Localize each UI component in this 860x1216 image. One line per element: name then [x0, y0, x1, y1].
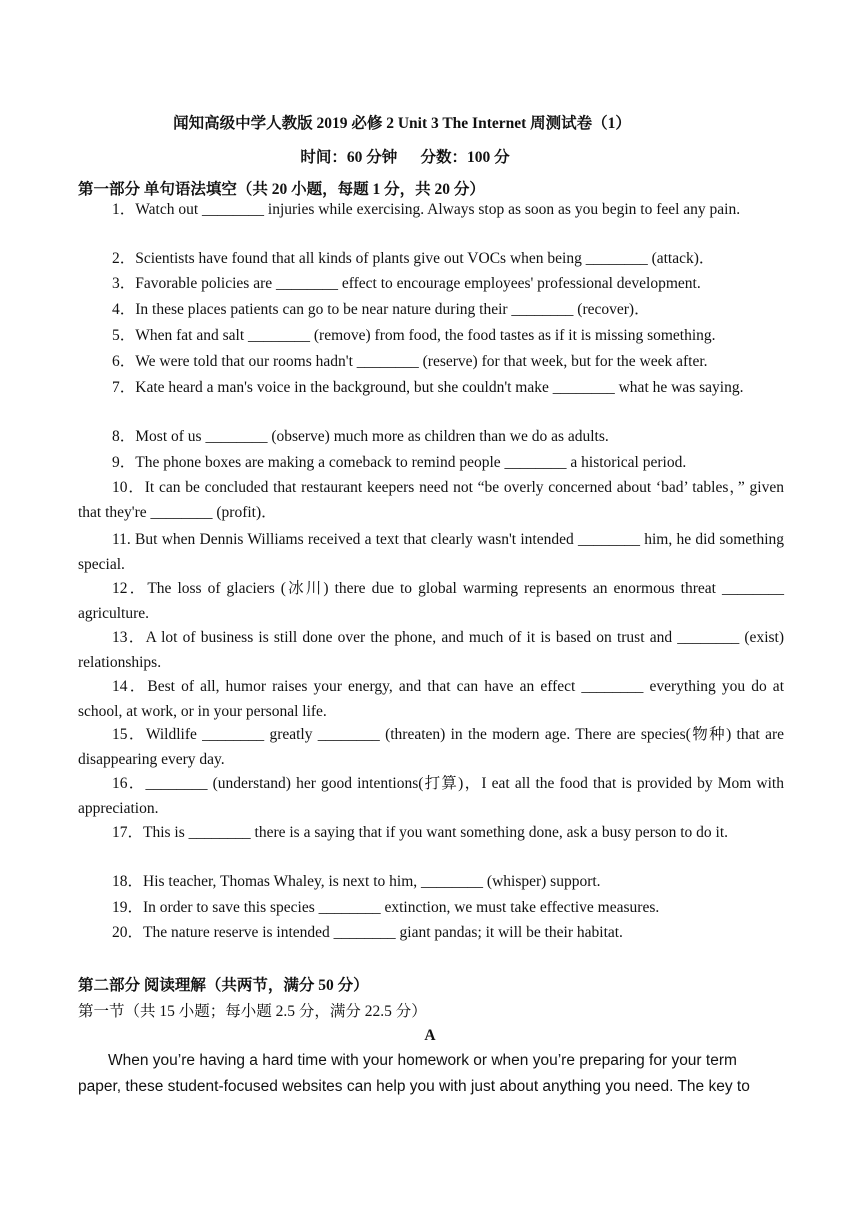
question-4: 4．In these places patients can go to be near nature during their ________ (recover)．: [112, 301, 650, 318]
passage-paragraph: When you’re having a hard time with your homework or when you’re preparing for your term paper, these student-focused websites can help you with just about anything you need. The key to: [78, 1052, 750, 1095]
question-12: 12．The loss of glaciers (冰川) there due to global warming represents an enormous threat ________ agriculture.: [78, 580, 784, 622]
question-7: 7．Kate heard a man's voice in the background, but she couldn't make ________ what he was saying.: [112, 379, 744, 396]
part2-section1-heading: 第一节（共 15 小题；每小题 2.5 分，满分 22.5 分）: [78, 1003, 427, 1020]
page-subtitle: 时间：60 分钟 分数：100 分: [300, 149, 510, 166]
question-2: 2．Scientists have found that all kinds of plants give out VOCs when being ________ (attack)．: [112, 250, 715, 267]
question-5: 5．When fat and salt ________ (remove) from food, the food tastes as if it is missing something.: [112, 327, 716, 344]
question-18: 18．His teacher, Thomas Whaley, is next to him, ________ (whisper) support.: [112, 873, 601, 890]
question-6: 6．We were told that our rooms hadn't ________ (reserve) for that week, but for the week after.: [112, 353, 708, 370]
question-15: 15．Wildlife ________ greatly ________ (threaten) in the modern age. There are species(物种) that are disappearing every day.: [78, 726, 784, 768]
question-1: 1．Watch out ________ injuries while exercising. Always stop as soon as you begin to feel any pain.: [112, 201, 741, 218]
question-11: 11. But when Dennis Williams received a text that clearly wasn't intended ________ him, he did something special.: [78, 531, 784, 573]
passage-label: A: [424, 1027, 436, 1044]
question-13: 13．A lot of business is still done over the phone, and much of it is based on trust and ________ (exist) relationships.: [78, 629, 784, 671]
question-3: 3．Favorable policies are ________ effect to encourage employees' professional development.: [112, 275, 701, 292]
question-19: 19．In order to save this species ________ extinction, we must take effective measures.: [112, 899, 660, 916]
page-title: 闻知高级中学人教版 2019 必修 2 Unit 3 The Internet 周测试卷（1）: [173, 115, 631, 132]
question-16: 16．________ (understand) her good intentions(打算)，I eat all the food that is provided by Mom with appreciation.: [78, 775, 784, 817]
question-8: 8．Most of us ________ (observe) much more as children than we do as adults.: [112, 428, 609, 445]
part1-heading: 第一部分 单句语法填空（共 20 小题，每题 1 分，共 20 分）: [78, 181, 485, 198]
question-10: 10．It can be concluded that restaurant keepers need not “be overly concerned about ‘bad’ tables，” given that they're ________ (profit)．: [78, 479, 784, 521]
part2-heading: 第二部分 阅读理解（共两节，满分 50 分）: [78, 977, 369, 994]
question-14: 14．Best of all, humor raises your energy, and that can have an effect ________ everything you do at school, at work, or in your personal life.: [78, 678, 784, 720]
question-17: 17．This is ________ there is a saying that if you want something done, ask a busy person to do it.: [112, 824, 729, 841]
question-9: 9．The phone boxes are making a comeback to remind people ________ a historical period.: [112, 454, 687, 471]
question-20: 20．The nature reserve is intended ________ giant pandas; it will be their habitat.: [112, 924, 623, 941]
